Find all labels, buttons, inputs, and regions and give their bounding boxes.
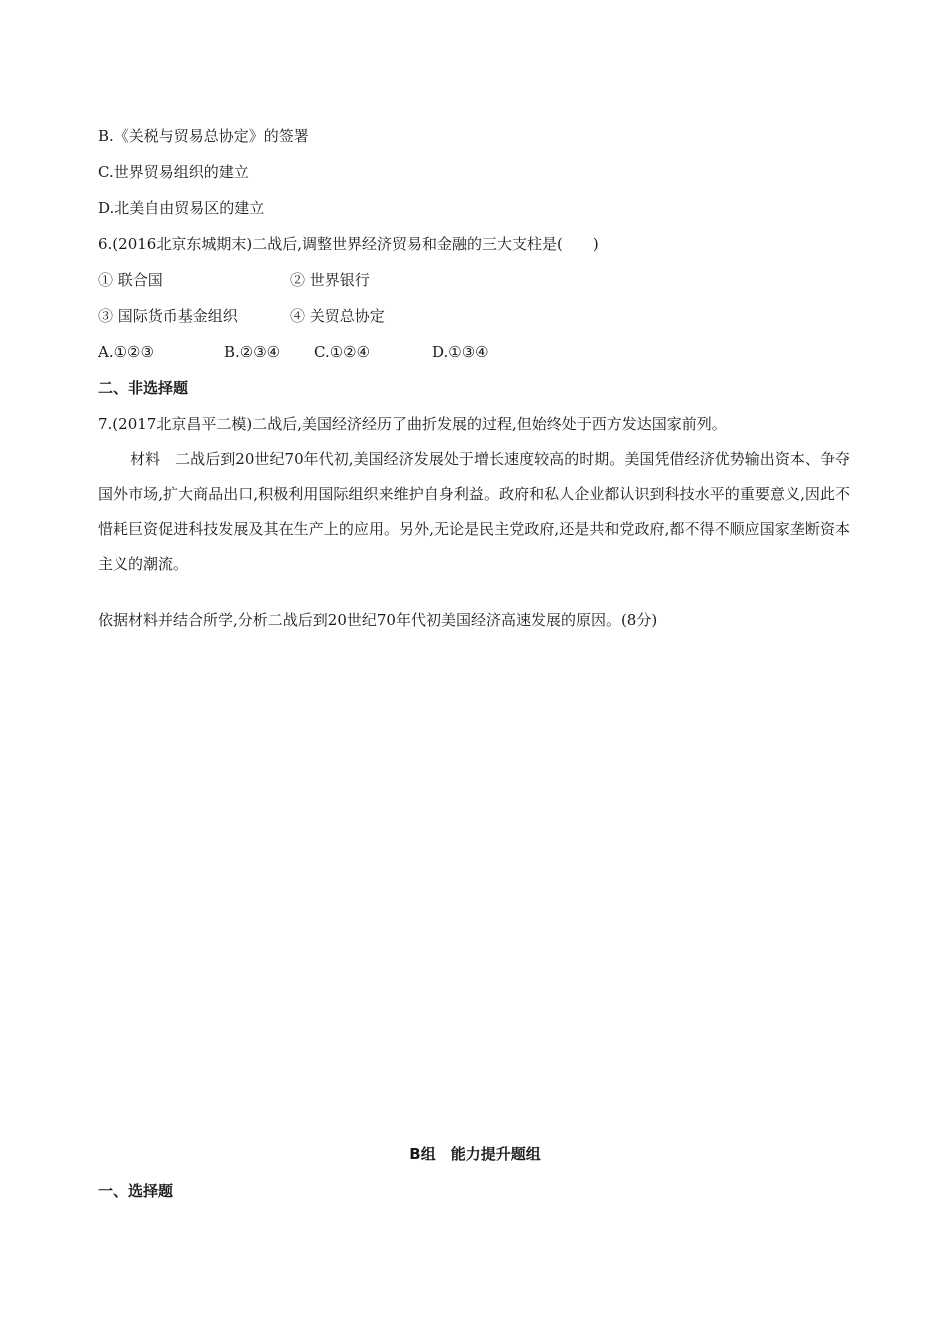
question-7-prompt: 依据材料并结合所学,分析二战后到20世纪70年代初美国经济高速发展的原因。(8分) xyxy=(98,611,658,629)
choice-b: B.②③④ xyxy=(224,343,281,361)
section-heading-non-choice: 二、非选择题 xyxy=(98,379,189,397)
group-b-title: B组 能力提升题组 xyxy=(409,1145,541,1163)
option-d: D.北美自由贸易区的建立 xyxy=(98,199,265,217)
question-7-stem: 7.(2017北京昌平二模)二战后,美国经济经历了曲折发展的过程,但始终处于西方发达国家前列。 xyxy=(98,415,727,433)
option-b: B.《关税与贸易总协定》的签署 xyxy=(98,127,309,145)
question-6-stem: 6.(2016北京东城期末)二战后,调整世界经济贸易和金融的三大支柱是( ) xyxy=(98,235,599,253)
choice-d: D.①③④ xyxy=(432,343,489,361)
statement-4: ④ 关贸总协定 xyxy=(290,307,385,325)
section-heading-choice: 一、选择题 xyxy=(98,1182,174,1200)
question-6-statements-row-2 xyxy=(98,306,385,326)
question-7-material: 材料 二战后到20世纪70年代初,美国经济发展处于增长速度较高的时期。美国凭借经济优势输出资本、争夺国外市场,扩大商品出口,积极利用国际组织来维护自身利益。政府和私人企业都认识到科技水平的重要意义,因此不惜耗巨资促进科技发展及其在生产上的应用。另外,无论是民主党政府,还是共和党政府,都不得不顺应国家垄断资本主义的潮流。 xyxy=(98,450,850,573)
question-6-choices xyxy=(98,342,489,362)
choice-c: C.①②④ xyxy=(314,343,371,361)
option-c: C.世界贸易组织的建立 xyxy=(98,163,249,181)
question-6-statements-row-1 xyxy=(98,270,370,290)
statement-2: ② 世界银行 xyxy=(290,271,370,289)
statement-1: ① 联合国 xyxy=(98,271,163,289)
choice-a: A.①②③ xyxy=(98,343,154,361)
statement-3: ③ 国际货币基金组织 xyxy=(98,307,238,325)
